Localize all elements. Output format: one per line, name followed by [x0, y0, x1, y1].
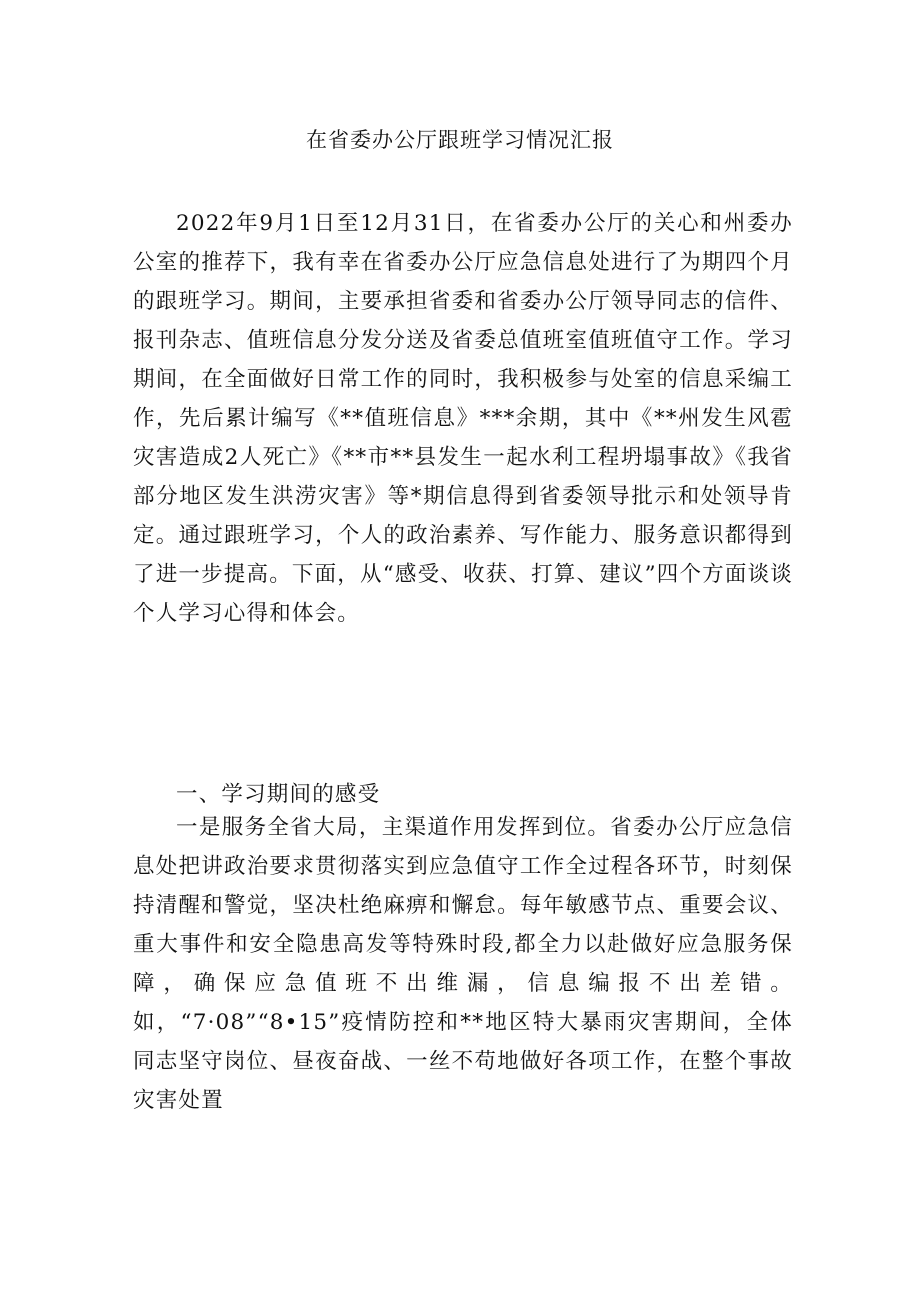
- section-heading: 一、学习期间的感受: [176, 782, 381, 807]
- document-title: 在省委办公厅跟班学习情况汇报: [306, 128, 614, 152]
- paragraph-section-1: 一是服务全省大局，主渠道作用发挥到位。省委办公厅应急信息处把讲政治要求贯彻落实到应急值守工作全过程各环节，时刻保持清醒和警觉，坚决杜绝麻痹和懈怠。每年敏感节点、重要会议、重大事件和安全隐患高发等特殊时段,都全力以赴做好应急服务保障，确保应急值班不出维漏，信息编报不出差错。如，“7·08”“8•15”疫情防控和**地区特大暴雨灾害期间，全体同志坚守岗位、昼夜奋战、一丝不苟地做好各项工作，在整个事故灾害处置: [133, 815, 793, 1113]
- paragraph-intro: 2022年9月1日至12月31日，在省委办公厅的关心和州委办公室的推荐下，我有幸在省委办公厅应急信息处进行了为期四个月的跟班学习。期间，主要承担省委和省委办公厅领导同志的信件、报刊杂志、值班信息分发分送及省委总值班室值班值守工作。学习期间，在全面做好日常工作的同时，我积极参与处室的信息采编工作，先后累计编写《**值班信息》***余期，其中《**州发生风雹灾害造成2人死亡》《**市**县发生一起水利工程坍塌事故》《我省部分地区发生洪涝灾害》等*期信息得到省委领导批示和处领导肯定。通过跟班学习，个人的政治素养、写作能力、服务意识都得到了进一步提高。下面，从“感受、收获、打算、建议”四个方面谈谈个人学习心得和体会。: [133, 211, 793, 626]
